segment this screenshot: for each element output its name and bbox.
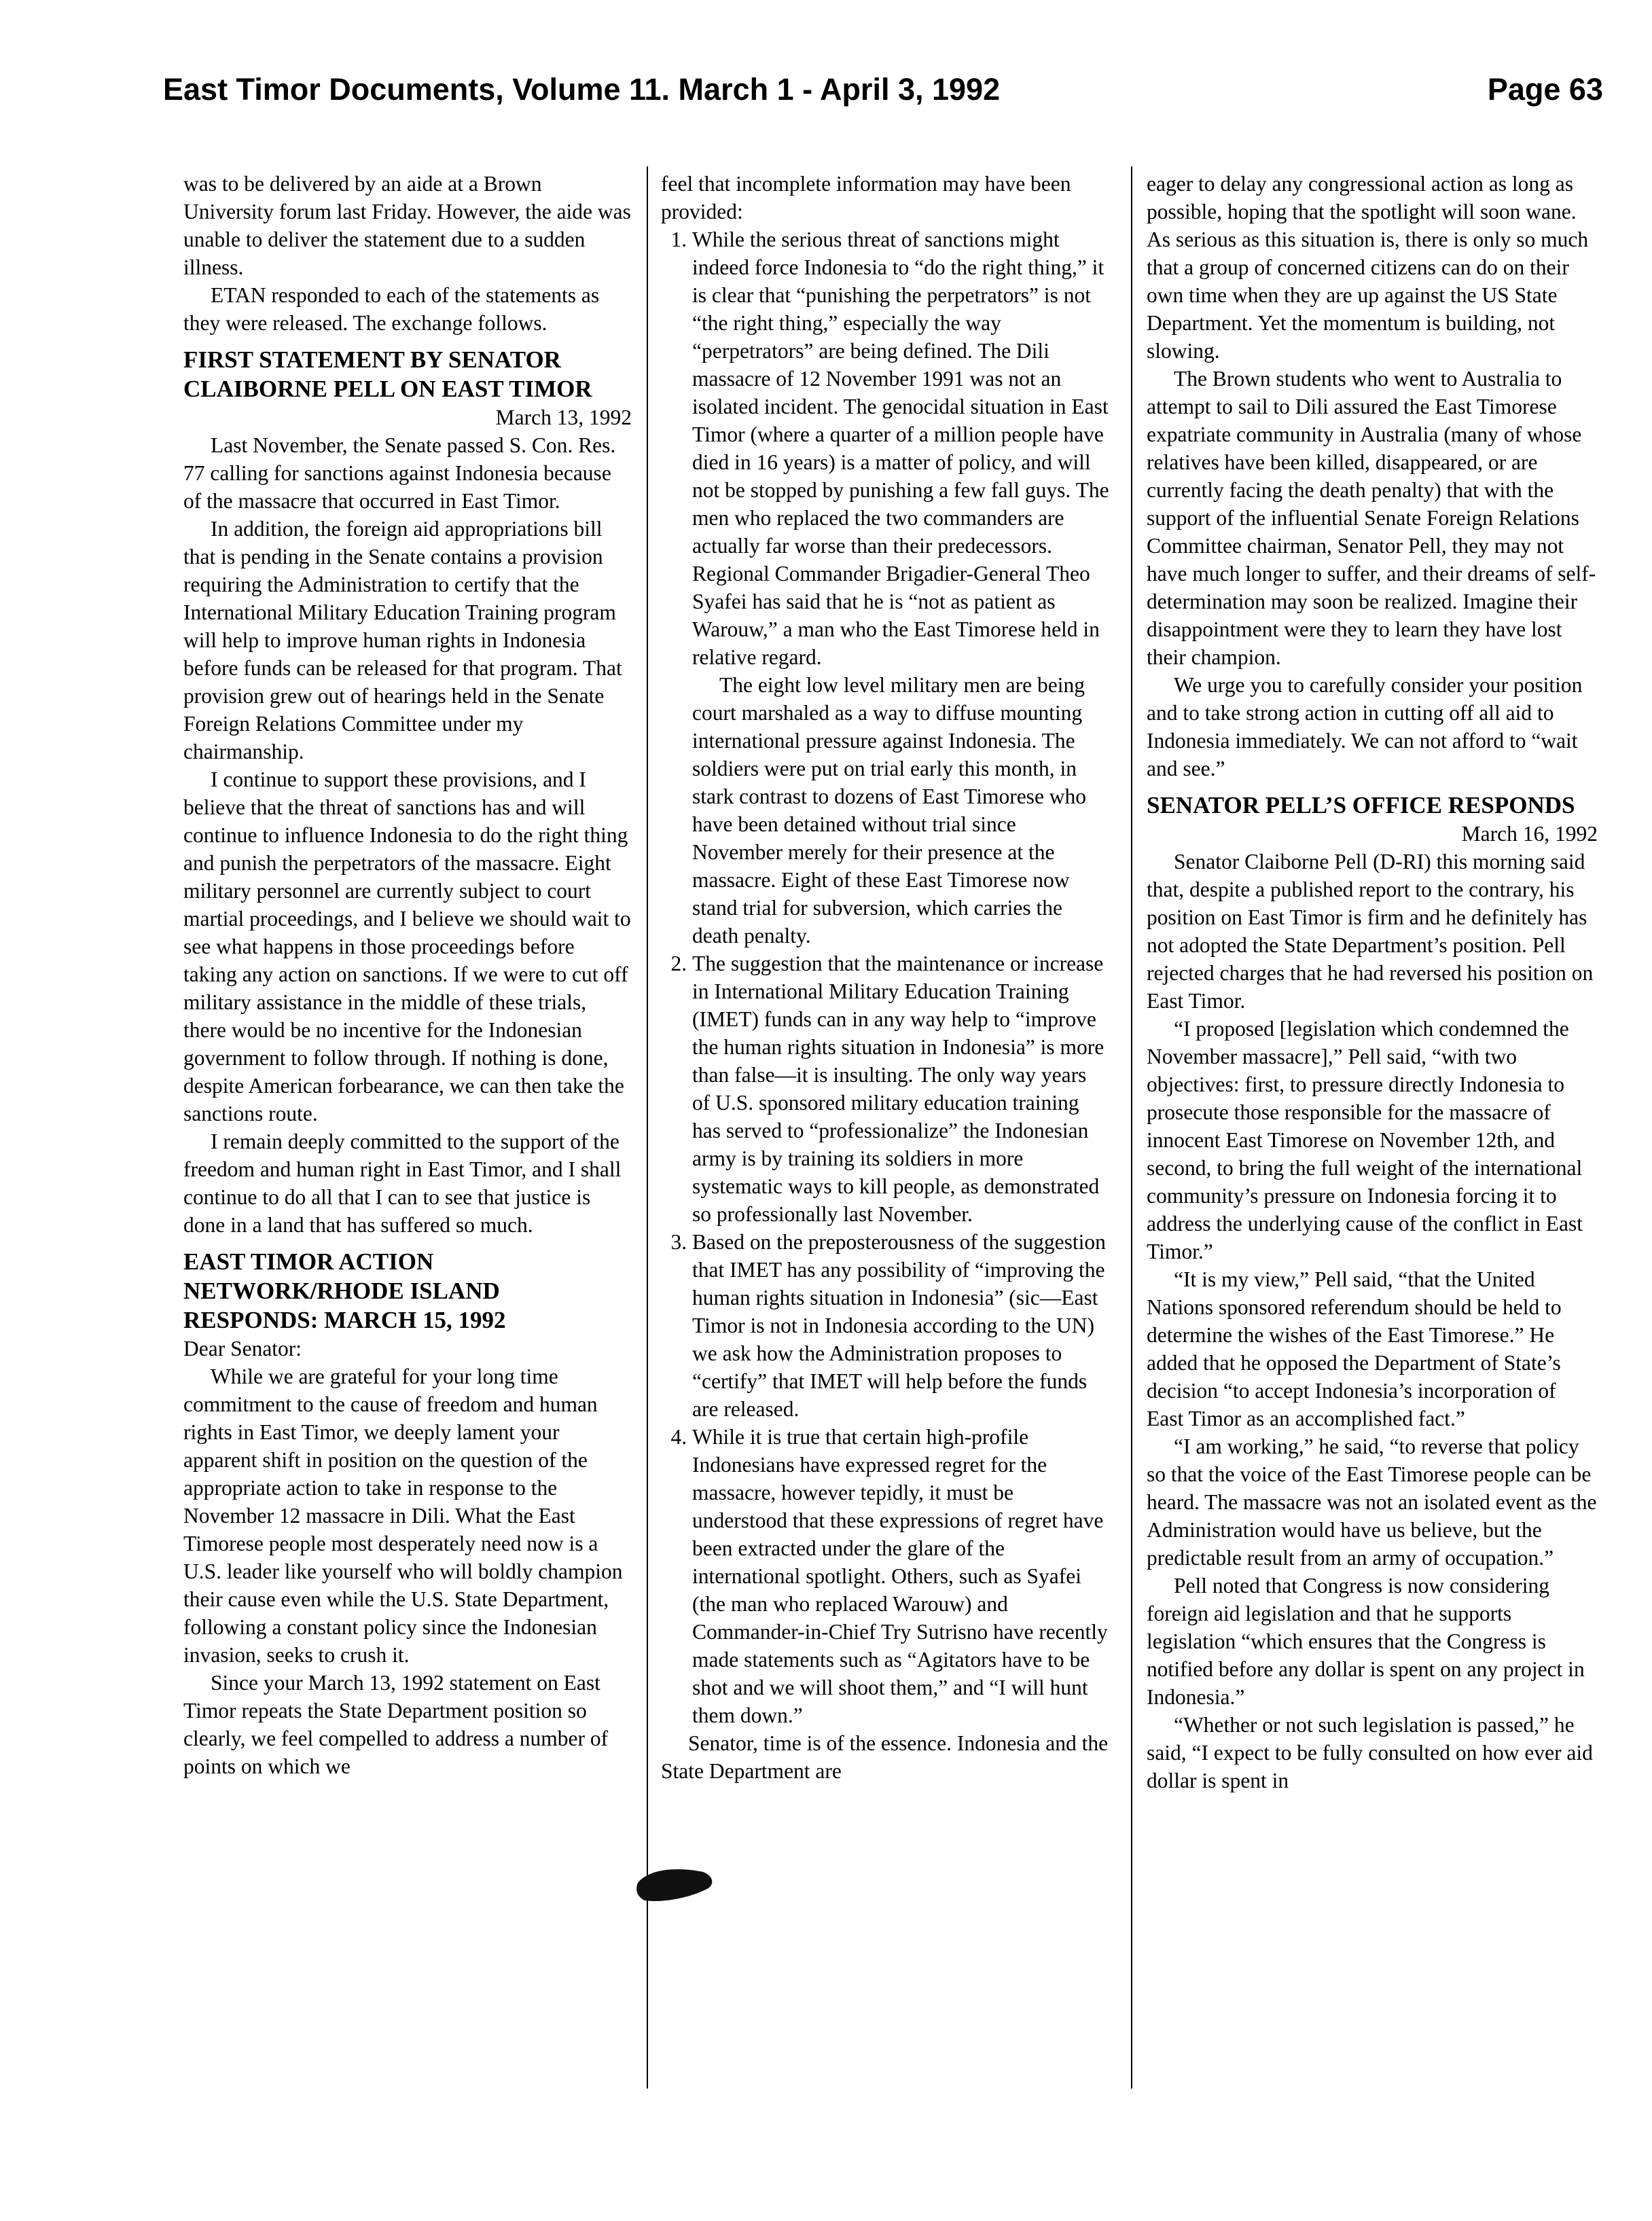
section-heading: FIRST STATEMENT BY SENATOR CLAIBORNE PELL ON EAST TIMOR: [183, 346, 592, 402]
section-date: March 13, 1992: [495, 405, 632, 429]
column-rule: [647, 166, 648, 2089]
paragraph: Senator Claiborne Pell (D-RI) this morning said that, despite a published report to the contrary, his position on East Timor is firm and he definitely has not adopted the State Department’s position. Pell rejected charges that he had reversed his position on East Timor.: [1147, 850, 1594, 1013]
paragraph: “Whether or not such legislation is passed,” he said, “I expect to be fully consulted on how ever aid dollar is spent in: [1147, 1713, 1593, 1792]
column-rule: [1131, 166, 1132, 2089]
running-title: East Timor Documents, Volume 11. March 1 - April 3, 1992: [163, 72, 1001, 107]
page-header: [163, 72, 1603, 126]
paragraph: Pell noted that Congress is now considering foreign aid legislation and that he supports legislation “which ensures that the Congress is notified before any dollar is spent on any project in Indonesia.”: [1147, 1574, 1585, 1709]
paragraph: In addition, the foreign aid appropriations bill that is pending in the Senate contains a provision requiring the Administration to certify that the International Military Education Training program will help to improve human rights in Indonesia before funds can be released for that program. That provision grew out of hearings held in the Senate Foreign Relations Committee under my chairmanship.: [183, 517, 622, 763]
paragraph: While we are grateful for your long time commitment to the cause of freedom and human rights in East Timor, we deeply lament your apparent shift in position on the question of the appropriate action to take in response to the November 12 massacre in Dili. What the East Timorese people most desperately need now is a U.S. leader like yourself who will boldly champion their cause even while the U.S. State Department, following a constant policy since the Indonesian invasion, seeks to crush it.: [183, 1365, 623, 1667]
paragraph: Last November, the Senate passed S. Con. Res. 77 calling for sanctions against Indonesia because of the massacre that occurred in East Timor.: [183, 433, 616, 513]
salutation: Dear Senator:: [183, 1337, 302, 1360]
list-item-subparagraph: The eight low level military men are being court marshaled as a way to diffuse mounting international pressure against Indonesia. The soldiers were put on trial early this month, in stark contrast to dozens of East Timorese who have been detained without trial since November merely for their presence at the massacre. Eight of these East Timorese now stand trial for subversion, which carries the death penalty.: [692, 673, 1087, 947]
list-item-text: 3. Based on the preposterousness of the suggestion that IMET has any possibility of “improving the human rights situation in Indonesia” (sic—East Timor is not in Indonesia according to the UN) we ask how the Administration proposes to “certify” that IMET will help before the funds are released.: [692, 1230, 1106, 1421]
page-number: Page 63: [1487, 72, 1603, 107]
column-left: [183, 170, 632, 1780]
list-item: [692, 950, 1109, 1228]
paragraph: I continue to support these provisions, and I believe that the threat of sanctions has and will continue to influence Indonesia to do the right thing and punish the perpetrators of the massacre. Eight military personnel are currently subject to court martial proceedings, and I believe we should wait to see what happens in those proceedings before taking any action on sanctions. If we were to cut off military assistance in the middle of these trials, there would be no incentive for the Indonesian government to follow through. If nothing is done, despite American forbearance, we can then take the sanctions route.: [183, 768, 631, 1125]
list-item: [692, 225, 1109, 950]
paragraph: Since your March 13, 1992 statement on East Timor repeats the State Department position so clearly, we feel compelled to address a number of points on which we: [183, 1671, 609, 1778]
paragraph: was to be delivered by an aide at a Brown University forum last Friday. However, the aide was unable to deliver the statement due to a sudden illness.: [183, 172, 631, 279]
column-right: [1147, 170, 1598, 1794]
paragraph: “It is my view,” Pell said, “that the United Nations sponsored referendum should be held to determine the wishes of the East Timorese.” He added that he opposed the Department of State’s decision “to accept Indonesia’s incorporation of East Timor as an accomplished fact.”: [1147, 1267, 1562, 1430]
paragraph: The Brown students who went to Australia to attempt to sail to Dili assured the East Timorese expatriate community in Australia (many of whose relatives have been killed, disappeared, or are currently facing the death penalty) that with the support of the influential Senate Foreign Relations Committee chairman, Senator Pell, they may not have much longer to suffer, and their dreams of self-determination may soon be realized. Imagine their disappointment were they to learn they have lost their champion.: [1147, 367, 1596, 669]
paragraph: I remain deeply committed to the support of the freedom and human right in East Timor, and I shall continue to do all that I can to see that justice is done in a land that has suffered so much.: [183, 1130, 622, 1237]
list-item: [692, 1423, 1109, 1729]
list-item: [692, 1228, 1109, 1423]
list-item-text: 4. While it is true that certain high-profile Indonesians have expressed regret for the massacre, however tepidly, it must be understood that these expressions of regret have been extracted under the glare of the international spotlight. Others, such as Syafei (the man who replaced Warouw) and Commander-in-Chief Try Sutrisno have recently made statements such as “Agitators have to be shot and we will shoot them,” and “I will hunt them down.”: [692, 1425, 1108, 1727]
section-heading: SENATOR PELL’S OFFICE RESPONDS: [1147, 792, 1575, 818]
paragraph: “I am working,” he said, “to reverse that policy so that the voice of the East Timorese people can be heard. The massacre was not an isolated event as the Administration would have us believe, but the predictable result from an army of occupation.”: [1147, 1434, 1597, 1570]
section-date: March 16, 1992: [1461, 822, 1598, 846]
paragraph: We urge you to carefully consider your position and to take strong action in cutting off all aid to Indonesia immediately. We can not afford to “wait and see.”: [1147, 673, 1583, 780]
list-item-text: 2. The suggestion that the maintenance or increase in International Military Education Training (IMET) funds can in any way help to “improve the human rights situation in Indonesia” is more than false—it is insulting. The only way years of U.S. sponsored military education training has served to “professionalize” the Indonesian army is by training its soldiers in more systematic ways to kill people, as demonstrated so professionally last November.: [692, 952, 1105, 1226]
paragraph: “I proposed [legislation which condemned the November massacre],” Pell said, “with two objectives: first, to pressure directly Indonesia to prosecute those responsible for the massacre of innocent East Timorese on November 12th, and second, to bring the full weight of the international community’s pressure on Indonesia forcing it to address the underlying cause of the conflict in East Timor.”: [1147, 1017, 1583, 1263]
list-item-text: 1. While the serious threat of sanctions might indeed force Indonesia to “do the right thing,” it is clear that “punishing the perpetrators” is not “the right thing,” especially the way “perpetrators” are being defined. The Dili massacre of 12 November 1991 was not an isolated incident. The genocidal situation in East Timor (where a quarter of a million people have died in 16 years) is a matter of policy, and will not be stopped by punishing a few fall guys. The men who replaced the two commanders are actually far worse than their predecessors. Regional Commander Brigadier-General Theo Syafei has said that he is “not as patient as Warouw,” a man who the East Timorese held in relative regard.: [692, 228, 1109, 669]
paragraph: eager to delay any congressional action as long as possible, hoping that the spotlight will soon wane. As serious as this situation is, there is only so much that a group of concerned citizens can do on their own time when they are up against the US State Department. Yet the momentum is building, not slowing.: [1147, 172, 1589, 363]
paragraph: feel that incomplete information may have been provided:: [661, 172, 1071, 223]
column-middle: [661, 170, 1109, 1785]
section-heading: EAST TIMOR ACTION NETWORK/RHODE ISLAND RESPONDS: MARCH 15, 1992: [183, 1248, 506, 1333]
numbered-list: [661, 225, 1109, 1729]
paragraph: ETAN responded to each of the statements as they were released. The exchange follows.: [183, 283, 600, 335]
paragraph: Senator, time is of the essence. Indonesia and the State Department are: [661, 1731, 1109, 1783]
